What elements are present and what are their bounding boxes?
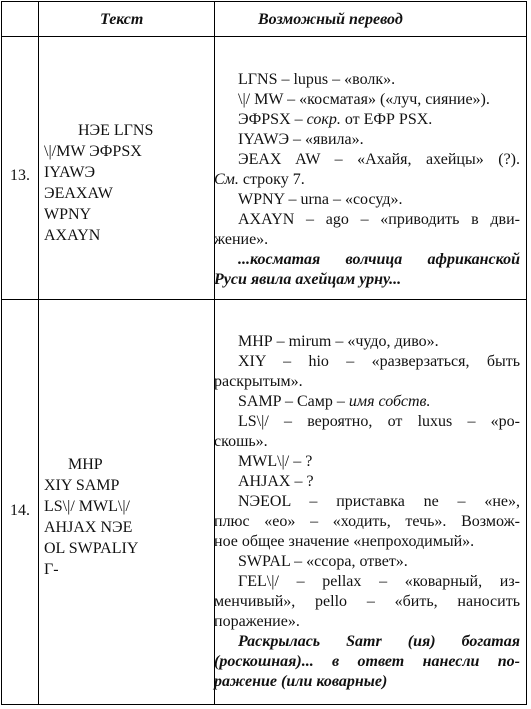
entry: скошь». [214, 433, 268, 450]
entry: ЭEAX AW – «Ахайя, ахейцы» (?). [238, 151, 520, 168]
translation-cell [214, 70, 520, 290]
entry: LS\|/ – вероятно, от luxus – «ро- [238, 413, 520, 430]
entry: ЭФPSX – сокр. от ЕФР PSX. [238, 111, 433, 128]
translation-summary: ражение (или коварные) [214, 673, 388, 690]
entry: менчивый», pello – «бить, наносить [214, 593, 520, 610]
translation-summary: (роскошная)... в ответ нанесли по- [214, 653, 520, 670]
translation-summary: Раскрылась Samr (ия) богатая [238, 633, 520, 650]
entry: IYAWЭ – «явила». [238, 131, 364, 148]
source-line: ЭEAXAW [44, 185, 113, 202]
source-line: \|/MW ЭФPSX [44, 143, 142, 160]
entry: поражение». [214, 613, 300, 630]
entry: WPNY – urna – «сосуд». [238, 191, 403, 208]
source-line: МНР [68, 456, 103, 473]
entry: МНР – mirum – «чудо, диво». [238, 333, 439, 350]
source-text [44, 120, 214, 246]
translation-summary: Руси явила ахейцам урну... [214, 271, 402, 288]
row-divider [2, 299, 526, 300]
entry: NЭEOL – приставка ne – «не», [238, 493, 520, 510]
source-line: AXAYN [44, 227, 101, 244]
header-text: Текст [100, 11, 144, 28]
header-translation: Возможный перевод [258, 11, 403, 28]
source-line: XIY SAMP [44, 477, 120, 494]
entry: SAMP – Самр – имя собств. [238, 393, 431, 410]
source-line: Г- [44, 561, 59, 578]
entry: AHJAX – ? [238, 473, 314, 490]
header-divider [2, 36, 526, 37]
source-line: LS\|/ MWL\|/ [44, 498, 130, 515]
entry: ГEL\|/ – pellax – «коварный, из- [238, 573, 520, 590]
entry: жение». [214, 231, 269, 248]
entry: ное общее значение «непроходимый». [214, 533, 475, 550]
translation-summary: ...косматая волчица африканской [238, 251, 520, 268]
source-line: НЭЕ LГNS [78, 122, 154, 139]
row-number: 14. [10, 502, 30, 519]
translation-table [1, 1, 527, 705]
source-line: OL SWPALIY [44, 540, 139, 557]
translation-cell [214, 332, 520, 692]
entry: плюс «ео» – «ходить, течь». Возмож- [214, 513, 520, 530]
entry: AXAYN – ago – «приводить в дви- [238, 211, 520, 228]
source-line: IYAWЭ [44, 164, 96, 181]
column-divider [38, 2, 39, 704]
row-number: 13. [10, 167, 30, 184]
source-line: WPNY [44, 206, 92, 223]
source-line: AHJAX NЭЕ [44, 519, 133, 536]
source-text [44, 454, 214, 580]
entry: XIY – hio – «разверзаться, быть [238, 353, 520, 370]
entry: LГNS – lupus – «волк». [238, 71, 396, 88]
entry: раскрытым». [214, 373, 303, 390]
entry: SWPAL – «ссора, ответ». [238, 553, 408, 570]
entry: См. строку 7. [214, 171, 305, 188]
entry: \|/ MW – «косматая» («луч, сияние»). [238, 91, 490, 108]
entry: MWL\|/ – ? [238, 453, 313, 470]
